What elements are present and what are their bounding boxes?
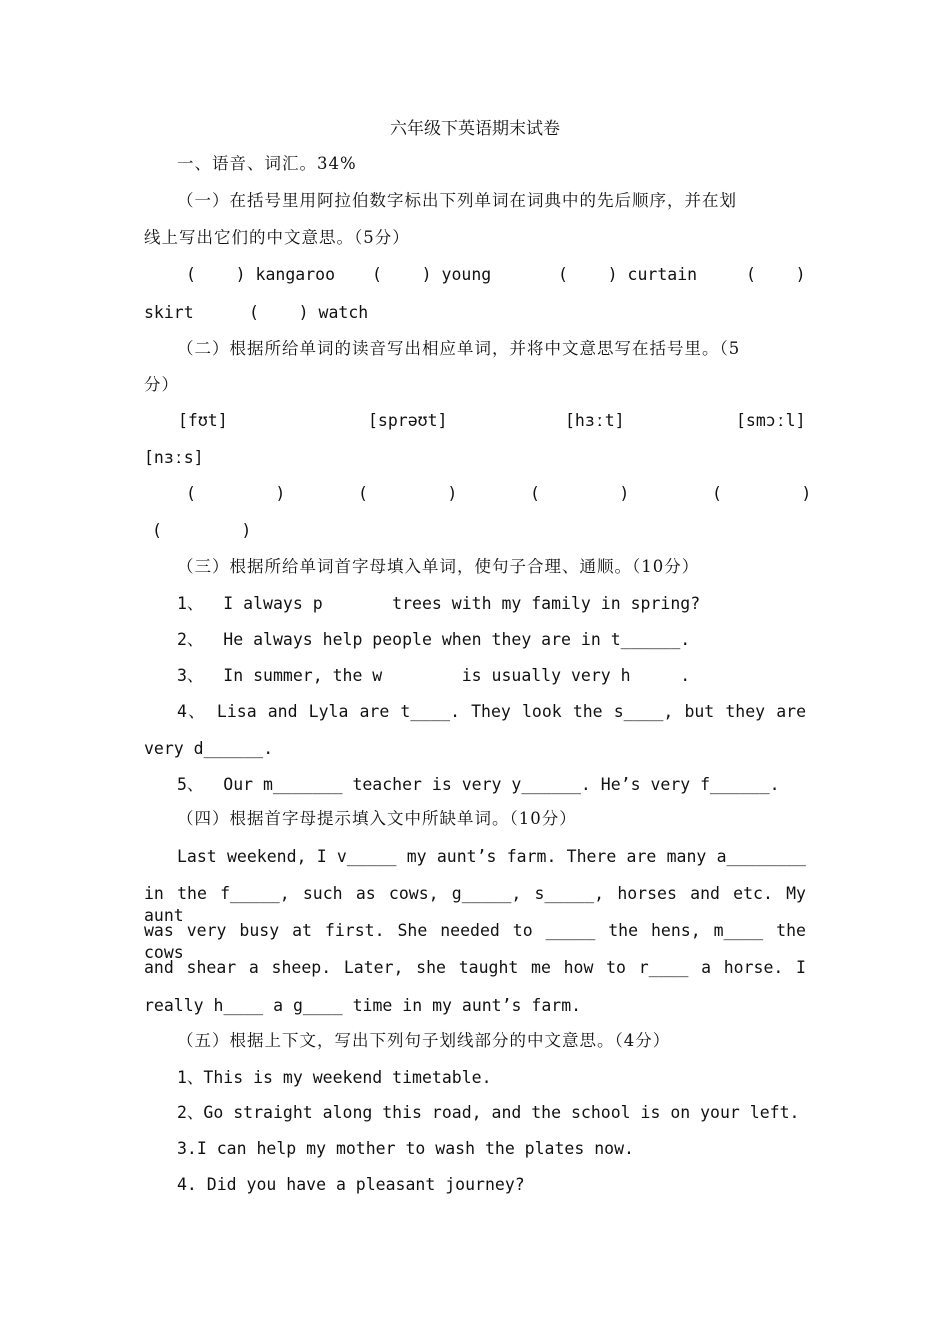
section-heading: 一、语音、词汇。34% xyxy=(177,154,357,173)
phonetic-item: [smɔːl] xyxy=(736,411,806,430)
passage-line: and shear a sheep. Later, she taught me how to r____ a horse. I xyxy=(144,958,806,977)
word-item: ( ) xyxy=(746,265,806,284)
word-item: skirt xyxy=(144,303,194,322)
passage-line: was very busy at first. She needed to _____ the hens, m____ the cows xyxy=(144,921,806,962)
sentence-item: very d______. xyxy=(144,739,274,758)
part1-instruction-line2: 线上写出它们的中文意思。（5分） xyxy=(144,228,410,247)
translation-item: 1、This is my weekend timetable. xyxy=(177,1068,492,1087)
translation-item: 3.I can help my mother to wash the plates now. xyxy=(177,1139,634,1158)
sentence-item: 4、 Lisa and Lyla are t____. They look the s____, but they are xyxy=(177,702,806,721)
translation-item: 2、Go straight along this road, and the school is on your left. xyxy=(177,1103,800,1122)
sentence-item: 2、 He always help people when they are in t______. xyxy=(177,630,691,649)
passage-line: really h____ a g____ time in my aunt’s farm. xyxy=(144,996,582,1015)
answer-blank: ( ) xyxy=(152,521,252,540)
phonetic-item: [hɜːt] xyxy=(565,411,625,430)
translation-item: 4. Did you have a pleasant journey? xyxy=(177,1175,525,1194)
answer-blank: ( ) xyxy=(358,484,458,503)
part1-instruction-line1: （一）在括号里用阿拉伯数字标出下列单词在词典中的先后顺序，并在划 xyxy=(177,191,737,210)
sentence-item: 1、 I always p trees with my family in spring? xyxy=(177,594,701,613)
word-item: ( ) curtain xyxy=(558,265,698,284)
sentence-item: 5、 Our m_______ teacher is very y______. He’s very f______. xyxy=(177,775,780,794)
word-item: ( ) young xyxy=(372,265,492,284)
part2-instruction-line1: （二）根据所给单词的读音写出相应单词，并将中文意思写在括号里。（5 xyxy=(177,339,741,358)
word-item: ( ) kangaroo xyxy=(186,265,336,284)
answer-blank: ( ) xyxy=(530,484,630,503)
part3-instruction: （三）根据所给单词首字母填入单词，使句子合理、通顺。（10分） xyxy=(177,557,700,576)
phonetic-item: [fʊt] xyxy=(178,411,228,430)
answer-blank: ( ) xyxy=(712,484,812,503)
passage-line: Last weekend, I v_____ my aunt’s farm. There are many a________ xyxy=(177,847,806,866)
sentence-item: 3、 In summer, the w is usually very h . xyxy=(177,666,691,685)
phonetic-item: [sprəʊt] xyxy=(368,411,448,430)
page-title: 六年级下英语期末试卷 xyxy=(390,119,560,139)
answer-blank: ( ) xyxy=(186,484,286,503)
part4-instruction: （四）根据首字母提示填入文中所缺单词。（10分） xyxy=(177,809,577,828)
phonetic-item: [nɜːs] xyxy=(144,448,204,467)
part2-instruction-line2: 分） xyxy=(144,375,179,394)
part5-instruction: （五）根据上下文，写出下列句子划线部分的中文意思。（4分） xyxy=(177,1031,671,1050)
word-item: ( ) watch xyxy=(249,303,369,322)
passage-line: in the f_____, such as cows, g_____, s_____, horses and etc. My aunt xyxy=(144,884,806,925)
